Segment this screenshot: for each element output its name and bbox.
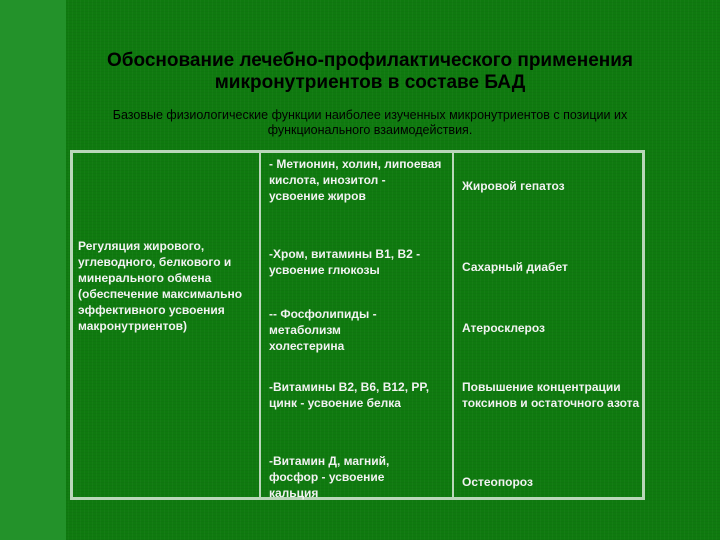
- table-divider-2: [452, 153, 454, 497]
- micronutrients-cell-1: - Метионин, холин, липоевая кислота, инозитол - усвоение жиров: [269, 157, 442, 203]
- condition-cell-5: Остеопороз: [462, 475, 533, 489]
- title-line-1: Обоснование лечебно-профилактического применения: [106, 50, 634, 71]
- slide-subtitle: [60, 108, 680, 138]
- micronutrients-cell-2: -Хром, витамины В1, В2 - усвоение глюкозы: [269, 247, 421, 277]
- table-divider-1: [259, 153, 261, 497]
- condition-cell-1: Жировой гепатоз: [462, 179, 565, 193]
- title-line-2: микронутриентов в составе БАД: [214, 72, 526, 93]
- micronutrients-cell-3: -- Фосфолипиды - метаболизм холестерина: [269, 307, 377, 353]
- subtitle-line-1: Базовые физиологические функции наиболее изученных микронутриентов с позиции их: [112, 108, 628, 122]
- condition-cell-3: Атеросклероз: [462, 321, 545, 335]
- subtitle-line-2: функционального взаимодействия.: [267, 123, 473, 137]
- functions-table: [70, 150, 645, 500]
- slide-title: [40, 50, 700, 94]
- condition-cell-4: Повышение концентрации токсинов и остаточного азота: [462, 380, 640, 410]
- micronutrients-cell-4: -Витамины В2, В6, В12, РР, цинк - усвоение белка: [269, 380, 430, 410]
- micronutrients-cell-5: -Витамин Д, магний, фосфор - усвоение кальция: [269, 454, 390, 500]
- condition-cell-2: Сахарный диабет: [462, 260, 568, 274]
- left-function-cell: Регуляция жирового, углеводного, белкового и минерального обмена (обеспечение максимально эффективного усвоения макронутриентов): [78, 239, 243, 333]
